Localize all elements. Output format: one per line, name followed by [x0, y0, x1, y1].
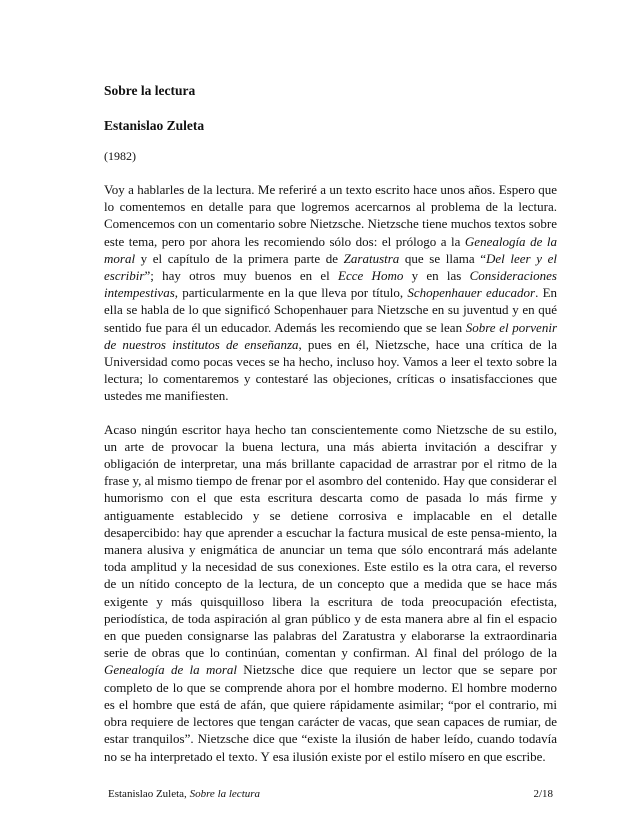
page-content: [104, 82, 557, 765]
text-run: y el capítulo de la primera parte de: [135, 250, 344, 266]
text-run: Voy a hablarles de la lectura. Me referiré a un texto escrito hace unos años. Espero que lo comentemos en detalle para que logremos acercarnos al problema de la lectura. Comencemos con un comentario sobre Nietzsche. Nietzsche tiene muchos textos sobre este tema, pero por ahora les recomiendo sólo dos: el prólogo a la: [104, 182, 557, 249]
page-number: 2/18: [533, 788, 553, 800]
text-run: , pues en él, Nietzsche, hace una crítica de la Universidad como pocas veces se ha hecho, incluso hoy. Vamos a leer el texto sobre la lectura; lo comentaremos y contestaré las objeciones, críticas o insatisfacciones que ustedes me manifiesten.: [104, 336, 557, 404]
italic-title: Ecce Homo: [338, 268, 404, 284]
text-run: ”; hay otros muy buenos en el: [144, 268, 339, 284]
text-run: y en las: [403, 268, 470, 284]
footer-work-title: Sobre la lectura: [189, 788, 261, 800]
footer-citation: [108, 787, 260, 801]
text-run: Nietzsche dice que requiere un lector que se separe por completo de lo que se comprende ahora por el hombre moderno. El hombre moderno es el hombre que está de afán, que quiere rápidamente asimilar; “por el contrario, mi obra requiere de lectores que tengan carácter de vacas, que sean capaces de rumiar, de estar tranquilos”. Nietzsche dice que “existe la ilusión de haber leído, cuando todavía no se ha interpretado el texto. Y esa ilusión existe por el estilo mísero en que escribe.: [104, 662, 557, 764]
italic-title: Genealogía de la moral: [104, 662, 237, 678]
document-year: (1982): [104, 149, 136, 163]
page-footer: [108, 787, 553, 801]
paragraph-2: [104, 421, 557, 765]
italic-title: Genealogía de la moral: [104, 233, 557, 266]
text-run: , particularmente en la que lleva por título,: [174, 285, 408, 301]
italic-title: Consideraciones intempestivas: [104, 268, 557, 301]
paragraph-1: [104, 181, 557, 405]
document-title: Sobre la lectura: [104, 83, 196, 98]
italic-title: Zaratustra: [343, 250, 400, 266]
text-run: que se llama “: [399, 250, 487, 266]
text-run: . En ella se habla de lo que significó Schopenhauer para Nietzsche en su juventud y en qué sentido fue para él un educador. Además les recomiendo que se lean: [104, 285, 558, 335]
text-run: Acaso ningún escritor haya hecho tan conscientemente como Nietzsche de su estilo, un arte de provocar la buena lectura, una más abierta invitación a descifrar y obligación de interpretar, una más brillante capacidad de arrastrar por el ritmo de la frase y, al mismo tiempo de frenar por el asombro del contenido. Hay que considerar el humorismo con el que esta escritura descarta como de pasada lo más firme y antiguamente establecido y se detiene corrosiva e implacable en el detalle desapercibido: hay que aprender a escuchar la factura musical de este pensa-miento, la manera alusiva y enigmática de anunciar un tema que sólo encontrará más adelante toda amplitud y la necesidad de sus conexiones. Este estilo es la otra cara, el reverso de un nítido concepto de la lectura, de un concepto que a medida que se hace más exigente y más quisquilloso libera la escritura de toda preocupación efectista, periodística, de toda aspiración al gran público y de esta manera abre al fin el espacio en que pueden consignarse las palabras del Zaratustra y elaborarse la extraordinaria serie de obras que lo continúan, comentan y confirman. Al final del prólogo de la: [104, 421, 557, 661]
italic-title: Del leer y el escribir: [104, 250, 557, 284]
italic-title: Sobre el porvenir de nuestros institutos de enseñanza: [104, 319, 558, 352]
document-author: Estanislao Zuleta: [104, 118, 205, 133]
italic-title: Schopenhauer educador: [407, 285, 536, 301]
footer-author: Estanislao Zuleta,: [108, 788, 190, 800]
